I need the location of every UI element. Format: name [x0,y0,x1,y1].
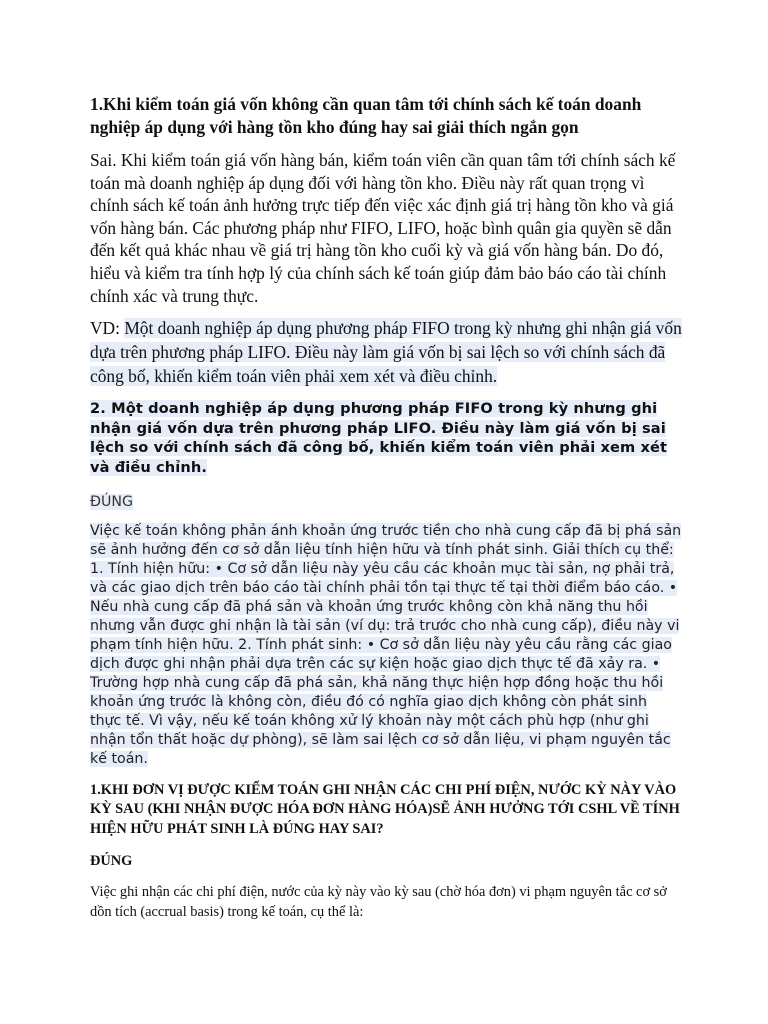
question-2-answer-label-text: ĐÚNG [90,494,133,511]
example-prefix: VD: [90,318,125,339]
question-3-explanation: Việc ghi nhận các chi phí điện, nước của kỳ này vào kỳ sau (chờ hóa đơn) vi phạm nguyên tắc cơ sở dồn tích (accrual basis) trong kế toán, cụ thể là: [90,884,667,920]
question-2-explanation-text: Việc kế toán không phản ánh khoản ứng trước tiền cho nhà cung cấp đã bị phá sản sẽ ảnh hưởng đến cơ sở dẫn liệu tính hiện hữu và tính phát sinh. Giải thích cụ thể: 1. Tính hiện hữu: • Cơ sở dẫn liệu này yêu cầu các khoản mục tài sản, nợ phải trả, và các giao dịch trên báo cáo tài chính phải tồn tại thực tế tại thời điểm báo cáo. • Nếu nhà cung cấp đã phá sản và khoản ứng trước không còn khả năng thu hồi nhưng vẫn được ghi nhận là tài sản (ví dụ: trả trước cho nhà cung cấp), điều này vi phạm tính hiện hữu. 2. Tính phát sinh: • Cơ sở dẫn liệu này yêu cầu rằng các giao dịch được ghi nhận phải dựa trên các sự kiện hoặc giao dịch thực tế đã xảy ra. • Trường hợp nhà cung cấp đã phá sản, khả năng thực hiện hợp đồng hoặc thu hồi khoản ứng trước là không còn, điều đó có nghĩa giao dịch không còn phát sinh thực tế. Vì vậy, nếu kế toán không xử lý khoản này một cách phù hợp (như ghi nhận tổn thất hoặc dự phòng), sẽ làm sai lệch cơ sở dẫn liệu, vi phạm nguyên tắc kế toán. [90,523,682,767]
question-1-example [90,316,682,388]
question-2-answer-label [90,493,682,512]
question-1-answer: Sai. Khi kiểm toán giá vốn hàng bán, kiểm toán viên cần quan tâm tới chính sách kế toán mà doanh nghiệp áp dụng đối với hàng tồn kho. Điều này rất quan trọng vì chính sách kế toán ảnh hưởng trực tiếp đến việc xác định giá trị hàng tồn kho và giá vốn hàng bán. Các phương pháp như FIFO, LIFO, hoặc bình quân gia quyền sẽ dẫn đến kết quả khác nhau về giá trị hàng tồn kho cuối kỳ và giá vốn hàng bán. Do đó, hiểu và kiểm tra tính hợp lý của chính sách kế toán giúp đảm bảo báo cáo tài chính chính xác và trung thực. [90,150,676,306]
question-2-explanation [90,522,682,768]
question-3-heading: 1.KHI ĐƠN VỊ ĐƯỢC KIỂM TOÁN GHI NHẬN CÁC CHI PHÍ ĐIỆN, NƯỚC KỲ NÀY VÀO KỲ SAU (KHI NHẬN ĐƯỢC HÓA ĐƠN HÀNG HÓA)SẼ ẢNH HƯỞNG TỚI CSHL VỀ TÍNH HIỆN HỮU PHÁT SINH LÀ ĐÚNG HAY SAI? [90,781,680,837]
question-3-answer-label: ĐÚNG [90,853,133,870]
question-2-heading [90,399,682,477]
question-2-heading-text: 2. Một doanh nghiệp áp dụng phương pháp FIFO trong kỳ nhưng ghi nhận giá vốn dựa trên phương pháp LIFO. Điều này làm giá vốn bị sai lệch so với chính sách đã công bố, khiến kiểm toán viên phải xem xét và điều chỉnh. [90,400,668,476]
example-highlighted-text: Một doanh nghiệp áp dụng phương pháp FIFO trong kỳ nhưng ghi nhận giá vốn dựa trên phương pháp LIFO. Điều này làm giá vốn bị sai lệch so với chính sách đã công bố, khiến kiểm toán viên phải xem xét và điều chỉnh. [90,318,682,387]
question-1-heading: 1.Khi kiểm toán giá vốn không cần quan tâm tới chính sách kế toán doanh nghiệp áp dụng với hàng tồn kho đúng hay sai giải thích ngắn gọn [90,94,642,137]
